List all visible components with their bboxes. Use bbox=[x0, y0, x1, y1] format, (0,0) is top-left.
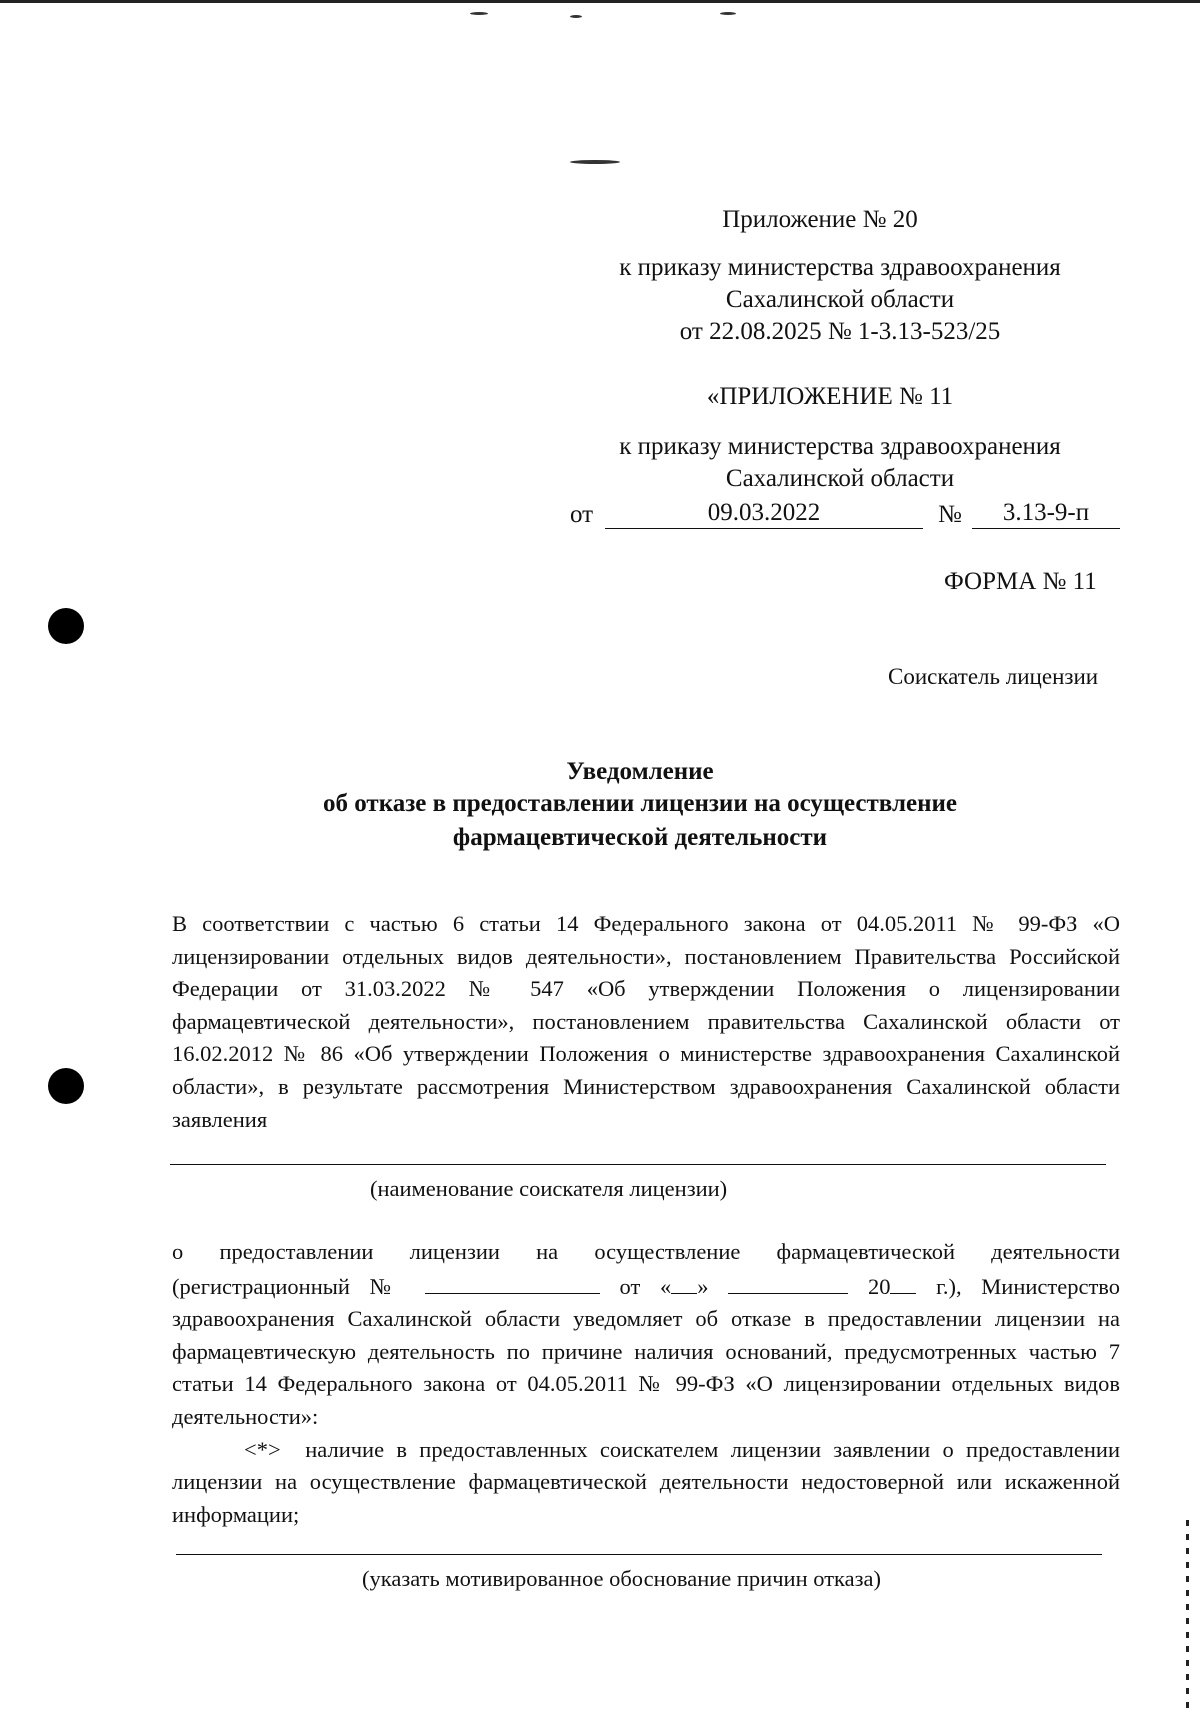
scan-speck bbox=[720, 12, 736, 15]
registration-number-blank bbox=[425, 1269, 600, 1294]
heading-line1: Уведомление bbox=[566, 758, 714, 785]
paragraph-1-text: В соответствии с частью 6 статьи 14 Федерального закона от 04.05.2011 № 99-ФЗ «О лицензировании отдельных видов деятельности», постановлением Правительства Российской Федерации от 31.03.2022 № 547 «Об утверждении Положения о лицензировании фармацевтической деятельности», постановлением правительства Сахалинской области от 16.02.2012 № 86 «Об утверждении Положения о министерстве здравоохранения Сахалинской области», в результате рассмотрения Министерством здравоохранения Сахалинской области заявления bbox=[172, 911, 1120, 1132]
scan-speck bbox=[570, 160, 620, 164]
reason-marker: <*> bbox=[244, 1436, 281, 1462]
refusal-reason-line bbox=[176, 1554, 1102, 1555]
scan-edge-marks bbox=[1186, 1520, 1189, 1710]
paragraph-2-start: о предоставлении лицензии на осуществление фармацевтической деятельности (регистрационный № bbox=[172, 1239, 1120, 1299]
annex11-number-label: № bbox=[938, 501, 962, 528]
scan-speck bbox=[470, 12, 488, 15]
annex11-title: «ПРИЛОЖЕНИЕ № 11 bbox=[706, 383, 954, 410]
paragraph-2-from: от « bbox=[619, 1273, 672, 1299]
annex20-line3: от 22.08.2025 № 1-3.13-523/25 bbox=[679, 318, 1001, 345]
year-blank bbox=[890, 1269, 916, 1294]
annex11-line2: Сахалинской области bbox=[725, 465, 955, 492]
applicant-name-caption: (наименование соискателя лицензии) bbox=[370, 1176, 728, 1201]
heading-line3: фармацевтической деятельности bbox=[452, 824, 828, 851]
annex11-date: 09.03.2022 bbox=[605, 498, 923, 529]
day-blank bbox=[671, 1269, 697, 1294]
annex20-title: Приложение № 20 bbox=[722, 206, 918, 233]
form-label: ФОРМА № 11 bbox=[944, 568, 1097, 595]
annex20-line1: к приказу министерства здравоохранения bbox=[619, 254, 1061, 281]
paragraph-2-year-prefix: 20 bbox=[867, 1273, 891, 1299]
heading-line2: об отказе в предоставлении лицензии на осуществление bbox=[323, 790, 957, 817]
annex11-from-label: от bbox=[570, 501, 594, 528]
refusal-reason-caption: (указать мотивированное обоснование причин отказа) bbox=[362, 1566, 881, 1591]
annex11-line1: к приказу министерства здравоохранения bbox=[619, 433, 1061, 460]
annex20-line2: Сахалинской области bbox=[725, 286, 955, 313]
annex11-number: 3.13-9-п bbox=[972, 498, 1120, 529]
addressee-label: Соискатель лицензии bbox=[888, 664, 1099, 689]
applicant-name-line bbox=[170, 1164, 1106, 1165]
punch-hole-top bbox=[48, 608, 84, 644]
notice-paragraph-2 bbox=[172, 1236, 1120, 1531]
month-blank bbox=[728, 1269, 848, 1294]
punch-hole-bottom bbox=[48, 1068, 84, 1104]
paragraph-2-close-quote: » bbox=[697, 1273, 709, 1299]
scan-speck bbox=[570, 15, 582, 18]
notice-paragraph-1 bbox=[172, 908, 1120, 1136]
reason-text: наличие в предоставленных соискателем лицензии заявлении о предоставлении лицензии на осуществление фармацевтической деятельности недостоверной или искаженной информации; bbox=[172, 1436, 1121, 1527]
scan-top-edge bbox=[0, 0, 1200, 3]
paragraph-2-rest: г.), Министерство здравоохранения Сахалинской области уведомляет об отказе в предоставлении лицензии на фармацевтическую деятельность по причине наличия оснований, предусмотренных частью 7 статьи 14 Федерального закона от 04.05.2011 № 99-ФЗ «О лицензировании отдельных видов деятельности»: bbox=[172, 1273, 1120, 1429]
